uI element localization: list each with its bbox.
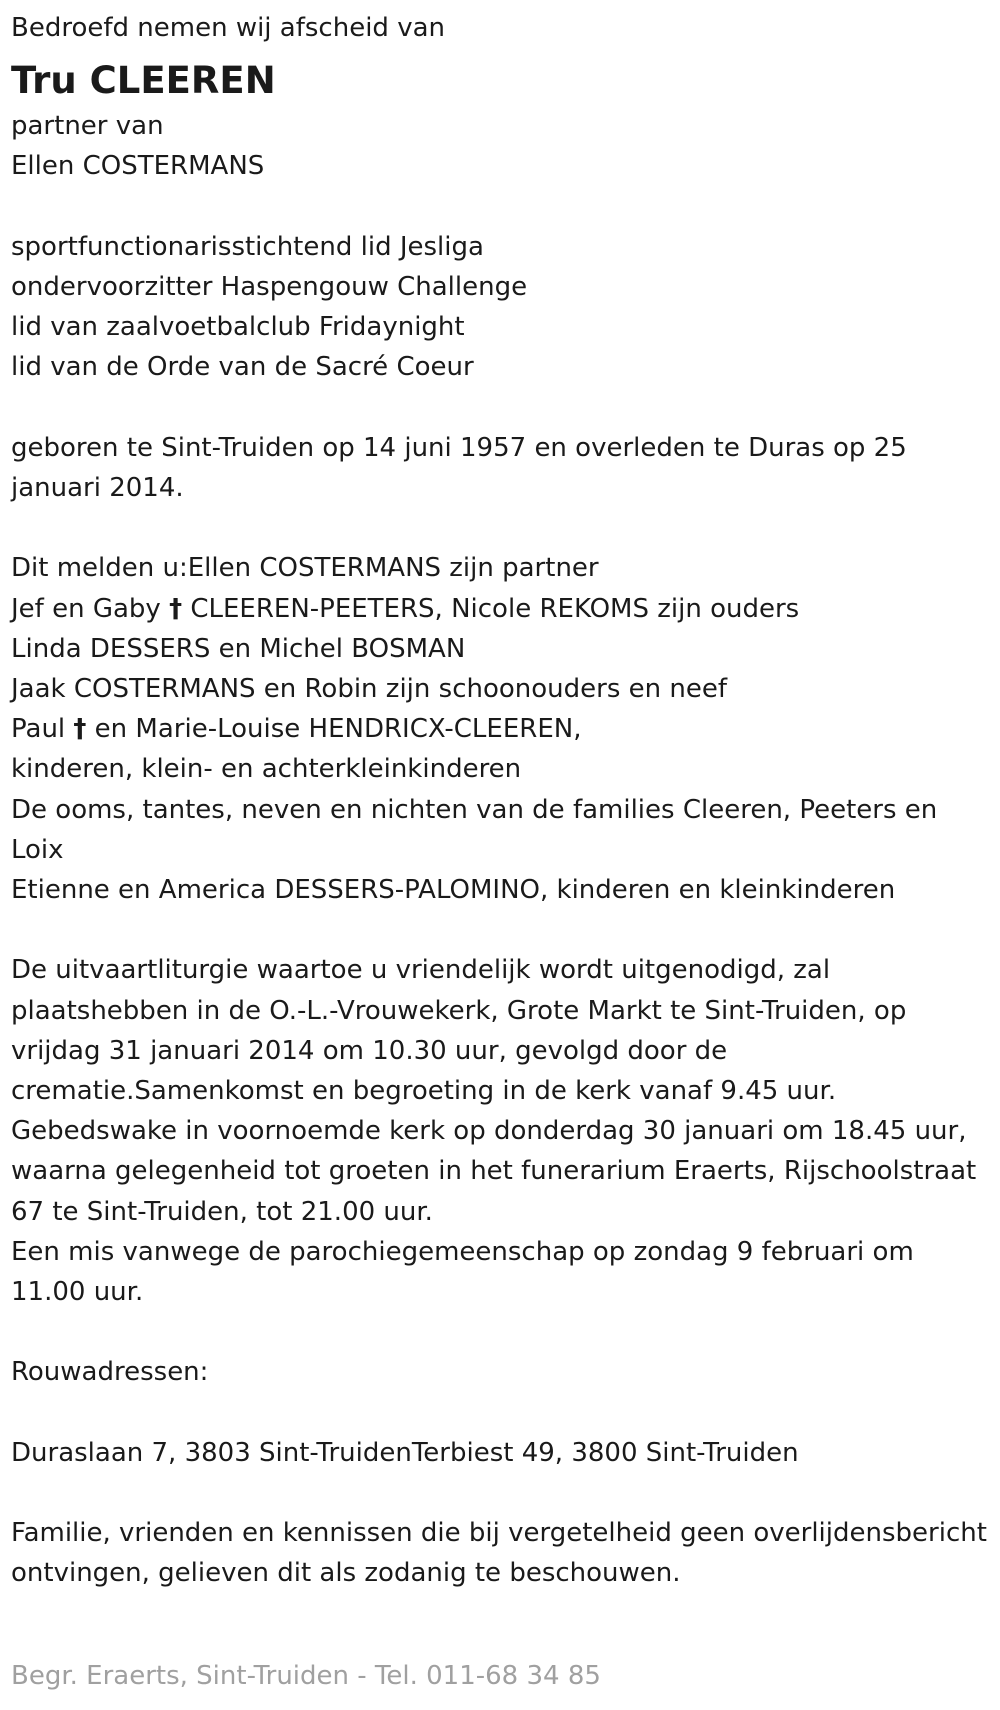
addresses: Duraslaan 7, 3803 Sint-TruidenTerbiest 49, 3800 Sint-Truiden [11, 1437, 799, 1468]
announcer-line: Paul † en Marie-Louise HENDRICX-CLEEREN, [11, 714, 582, 745]
announcers-list [11, 548, 990, 910]
role-item: lid van zaalvoetbalclub Fridaynight [11, 312, 465, 343]
announcer-line: Jef en Gaby † CLEEREN-PEETERS, Nicole REKOMS zijn ouders [11, 593, 800, 624]
cross-icon: † [169, 593, 183, 624]
addresses-label: Rouwadressen: [11, 1357, 209, 1388]
role-item: ondervoorzitter Haspengouw Challenge [11, 272, 528, 302]
roles-list [11, 227, 990, 388]
announcer-line: De ooms, tantes, neven en nichten van de families Cleeren, Peeters en Loix [11, 794, 938, 865]
announcer-line: Linda DESSERS en Michel BOSMAN [11, 633, 466, 664]
ceremony-info [11, 950, 990, 1312]
intro-text: Bedroefd nemen wij afscheid van [11, 13, 445, 43]
announcer-line: Dit melden u:Ellen COSTERMANS zijn partner [11, 553, 599, 584]
closing-text: Familie, vrienden en kennissen die bij vergetelheid geen overlijdensbericht ontvingen, gelieven dit als zodanig te beschouwen. [11, 1518, 987, 1589]
funeral-home-footer: Begr. Eraerts, Sint-Truiden - Tel. 011-68 34 85 [11, 1661, 601, 1691]
partner-name: Ellen COSTERMANS [11, 151, 265, 182]
ceremony-paragraph: Een mis vanwege de parochiegemeenschap op zondag 9 februari om 11.00 uur. [11, 1236, 914, 1308]
role-item: lid van de Orde van de Sacré Coeur [11, 352, 474, 383]
announcer-line: Etienne en America DESSERS-PALOMINO, kinderen en kleinkinderen [11, 875, 896, 906]
ceremony-paragraph: Gebedswake in voornoemde kerk op donderdag 30 januari om 18.45 uur, waarna gelegenheid tot groeten in het funerarium Eraerts, Rijschoolstraat 67 te Sint-Truiden, tot 21.00 uur. [11, 1116, 977, 1227]
role-item: sportfunctionarisstichtend lid Jesliga [11, 231, 484, 262]
partner-label: partner van [11, 111, 164, 142]
birth-death-line-2: januari 2014. [11, 473, 184, 503]
ceremony-paragraph: De uitvaartliturgie waartoe u vriendelijk wordt uitgenodigd, zal plaatshebben in de O.-L.-Vrouwekerk, Grote Markt te Sint-Truiden, op vrijdag 31 januari 2014 om 10.30 uur, gevolgd door de crematie.Samenkomst en begroeting in de kerk vanaf 9.45 uur. [11, 955, 907, 1107]
deceased-name: Tru CLEEREN [11, 59, 276, 103]
cross-icon: † [73, 714, 87, 745]
announcer-line: kinderen, klein- en achterkleinkinderen [11, 754, 522, 785]
announcer-line: Jaak COSTERMANS en Robin zijn schoonouders en neef [11, 674, 728, 704]
birth-death-line-1: geboren te Sint-Truiden op 14 juni 1957 en overleden te Duras op 25 [11, 432, 907, 463]
